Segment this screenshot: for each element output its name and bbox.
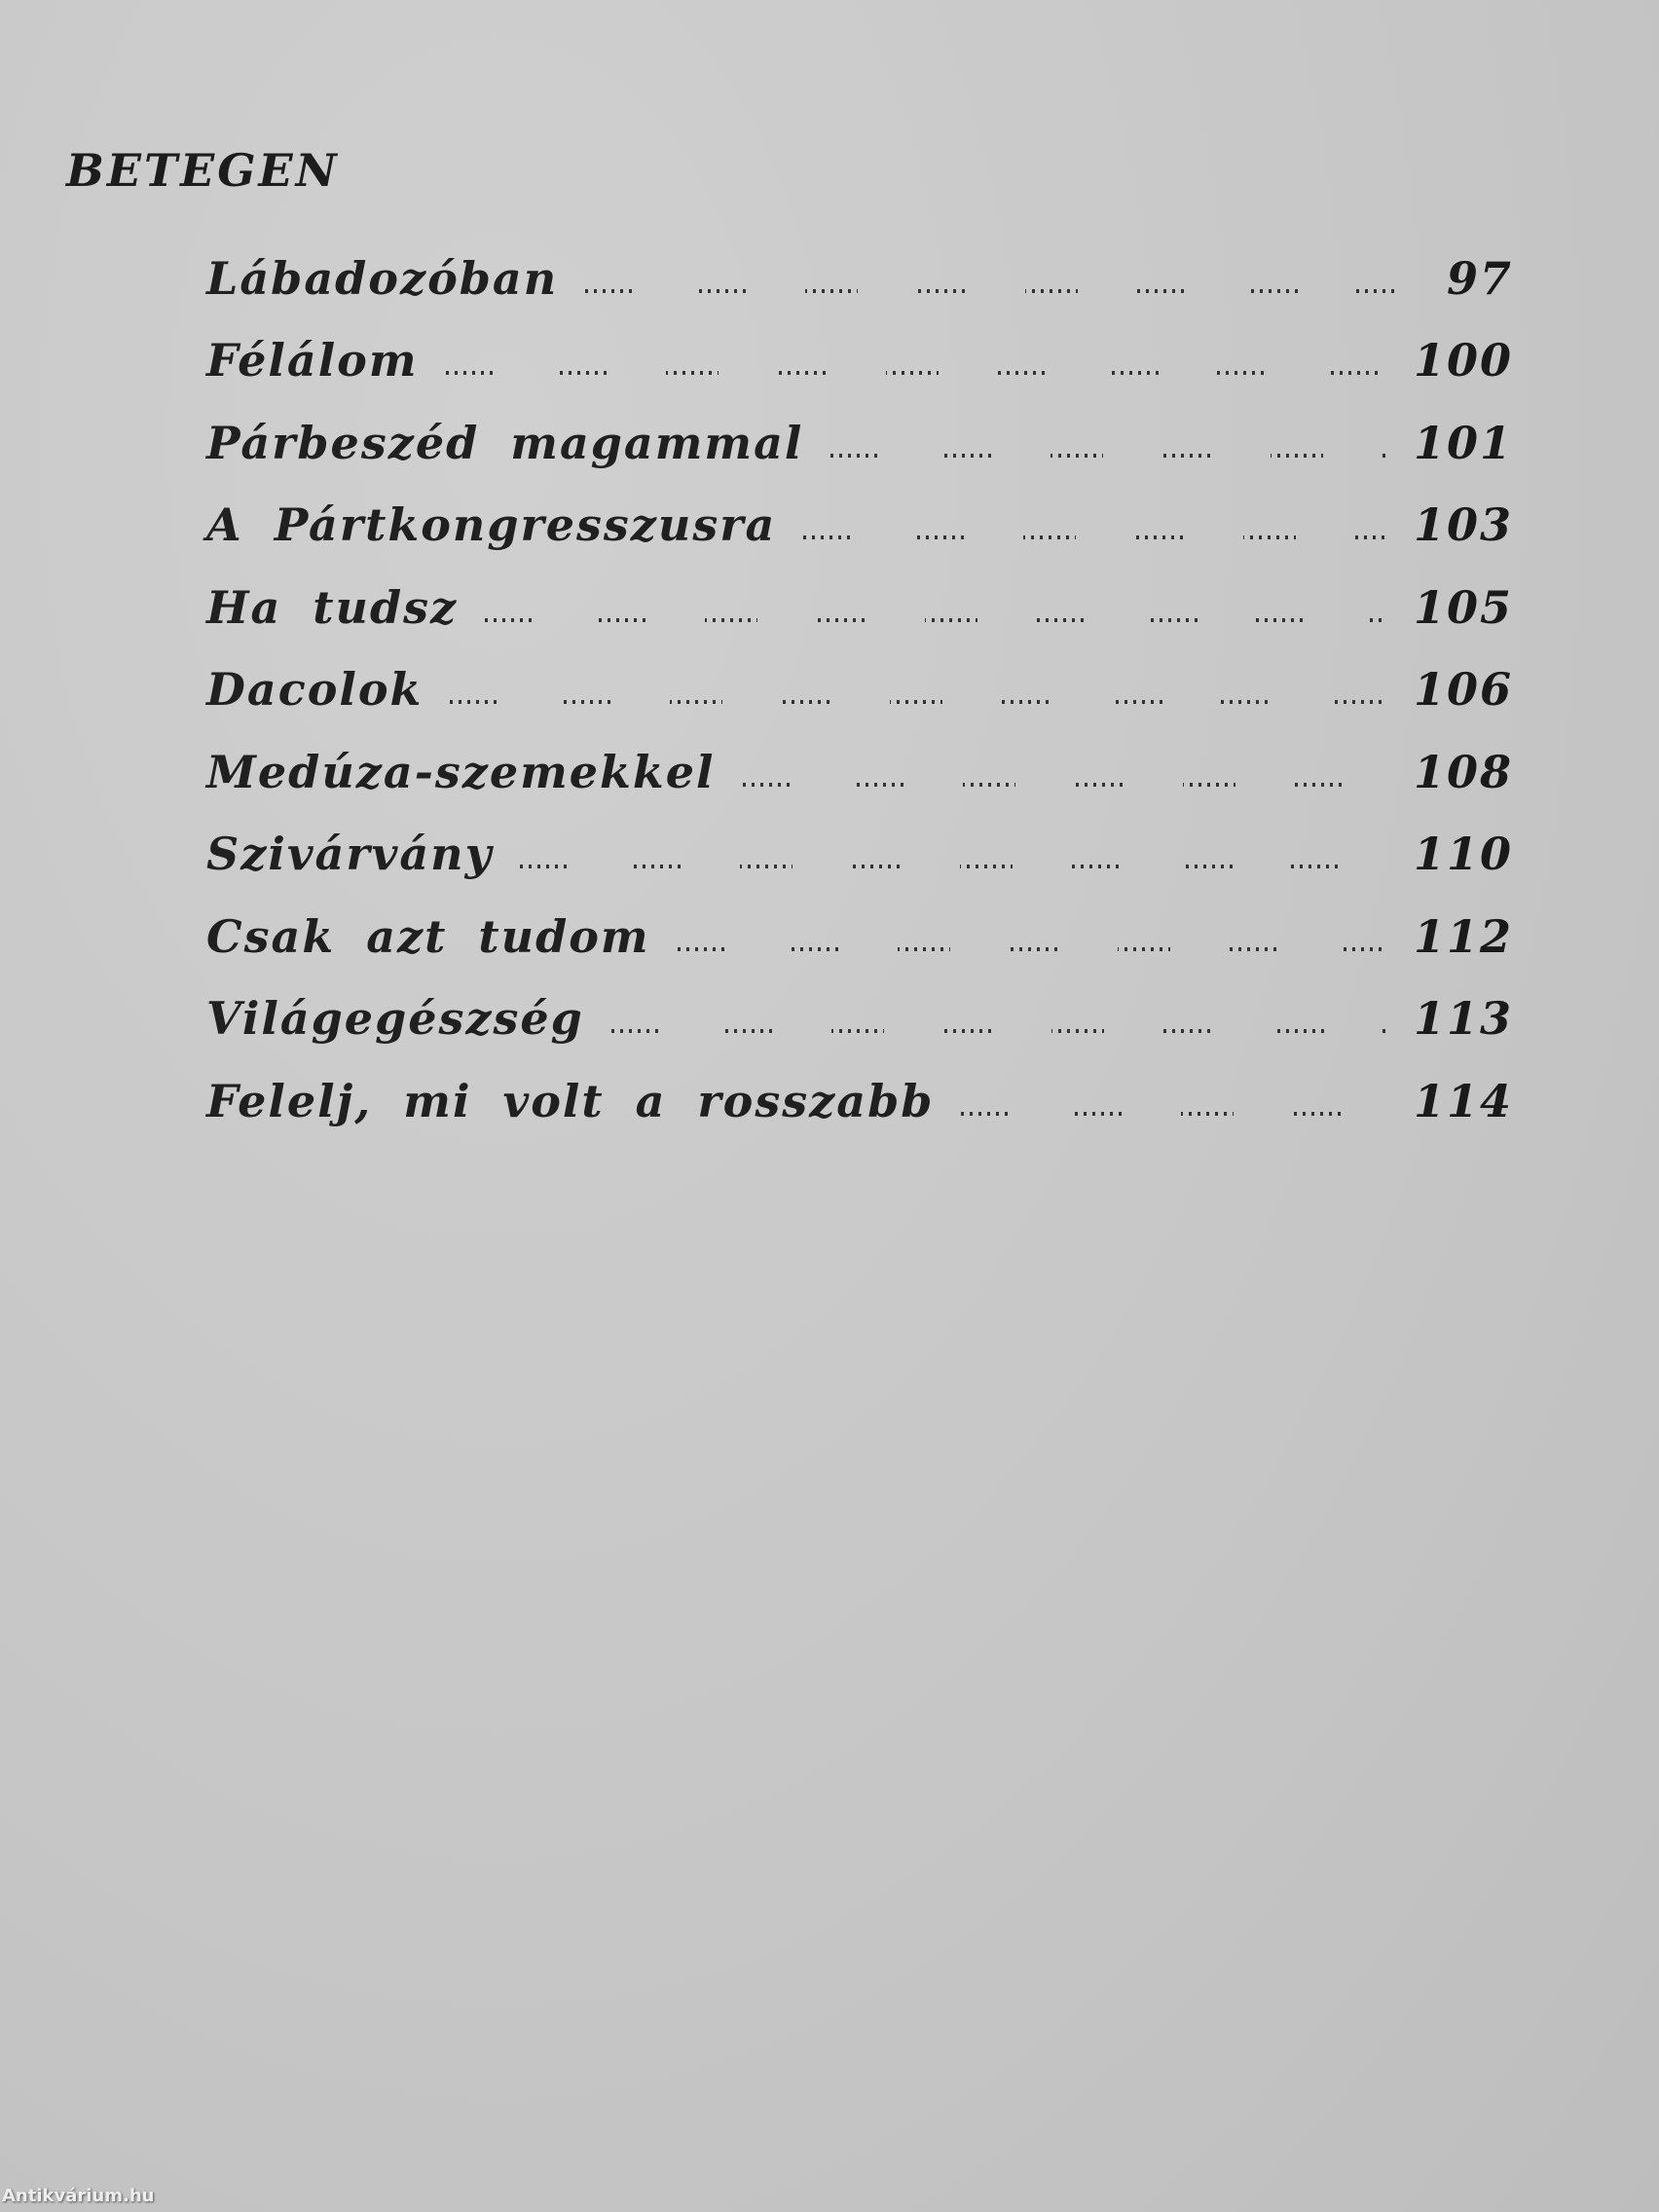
- entry-page: 97: [1446, 251, 1513, 305]
- entry-title: Lábadozóban: [206, 251, 559, 305]
- toc-entry: [206, 798, 1513, 881]
- toc-entry: [206, 716, 1513, 798]
- entry-page: 106: [1413, 663, 1513, 716]
- toc-entry: [206, 634, 1513, 717]
- section-heading: BETEGEN: [66, 144, 340, 197]
- dot-leader: [678, 947, 1386, 951]
- entry-title: Párbeszéd magammal: [206, 416, 804, 469]
- entry-page: 114: [1413, 1074, 1513, 1127]
- entry-page: 100: [1413, 334, 1513, 387]
- toc-entry: [206, 305, 1513, 387]
- dot-leader: [585, 289, 1398, 293]
- entry-page: 105: [1413, 580, 1513, 634]
- dot-leader: [803, 535, 1386, 539]
- entry-title: Felelj, mi volt a rosszabb: [206, 1074, 935, 1127]
- entry-page: 103: [1413, 498, 1513, 551]
- table-of-contents: [206, 222, 1513, 1127]
- entry-title: A Pártkongresszusra: [206, 498, 777, 551]
- entry-page: 101: [1413, 416, 1513, 469]
- entry-title: Félálom: [206, 334, 419, 387]
- toc-entry: [206, 551, 1513, 634]
- dot-leader: [446, 371, 1386, 375]
- dot-leader: [485, 618, 1386, 622]
- toc-entry: [206, 880, 1513, 963]
- watermark: Antikvárium.hu: [2, 2186, 155, 2206]
- entry-title: Szivárvány: [206, 828, 494, 880]
- entry-title: Csak azt tudom: [206, 909, 650, 963]
- toc-entry: [206, 963, 1513, 1046]
- dot-leader: [520, 865, 1386, 868]
- entry-page: 108: [1413, 745, 1513, 798]
- entry-title: Dacolok: [206, 663, 424, 716]
- toc-entry: [206, 469, 1513, 552]
- entry-page: 112: [1413, 909, 1513, 963]
- entry-title: Világegészség: [206, 992, 584, 1045]
- dot-leader: [611, 1029, 1386, 1033]
- dot-leader: [830, 454, 1386, 458]
- entry-page: 110: [1413, 828, 1513, 880]
- toc-entry: [206, 387, 1513, 469]
- entry-title: Medúza-szemekkel: [206, 745, 716, 798]
- dot-leader: [743, 783, 1386, 787]
- entry-title: Ha tudsz: [206, 580, 459, 634]
- toc-entry: [206, 1045, 1513, 1127]
- dot-leader: [450, 700, 1386, 704]
- dot-leader: [961, 1112, 1386, 1116]
- toc-entry: [206, 222, 1513, 305]
- entry-page: 113: [1413, 992, 1513, 1045]
